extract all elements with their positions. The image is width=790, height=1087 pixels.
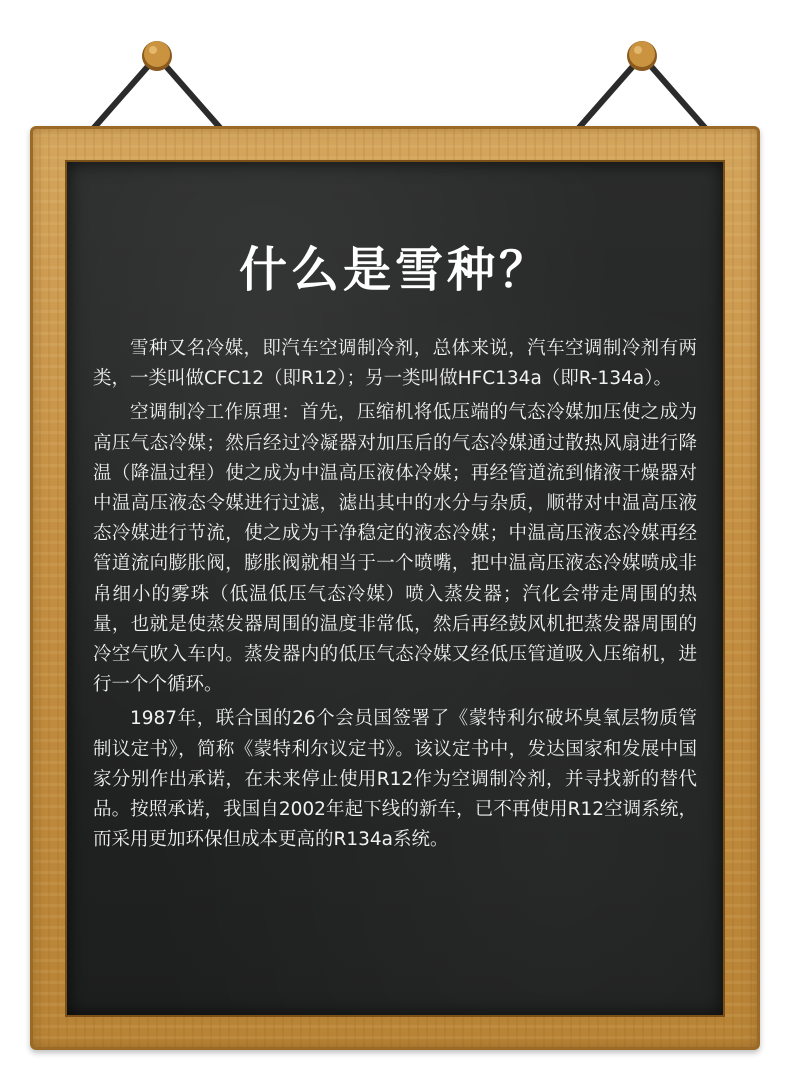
chalkboard: [67, 162, 723, 1015]
paragraph-montreal-protocol: 1987年，联合国的26个会员国签署了《蒙特利尔破坏臭氧层物质管制议定书》，简称《蒙特利尔议定书》。该议定书中，发达国家和发展中国家分别作出承诺，在未来停止使用R12作为空调制冷剂，并寻找新的替代品。按照承诺，我国自2002年起下线的新车，已不再使用R12空调系统，而采用更加环保但成本更高的R134a系统。: [93, 708, 697, 851]
right-nail-icon: [627, 41, 657, 71]
article-body: [93, 334, 697, 859]
wooden-frame: [30, 126, 760, 1050]
page-title: 什么是雪种？: [238, 242, 551, 298]
paragraph-refrigerant-intro: 雪种又名冷媒，即汽车空调制冷剂，总体来说，汽车空调制冷剂有两类，一类叫做CFC12（即R12）；另一类叫做HFC134a（即R-134a）。: [93, 338, 697, 390]
left-nail-icon: [142, 41, 172, 71]
paragraph-working-principle: 空调制冷工作原理：首先，压缩机将低压端的气态冷媒加压使之成为高压气态冷媒；然后经过冷凝器对加压后的气态冷媒通过散热风扇进行降温（降温过程）使之成为中温高压液体冷媒；再经管道流到储液干燥器对中温高压液态令媒进行过滤，滤出其中的水分与杂质，顺带对中温高压液态冷媒进行节流，使之成为干净稳定的液态冷媒；中温高压液态冷媒再经管道流向膨胀阀，膨胀阀就相当于一个喷嘴，把中温高压液态冷媒喷成非帛细小的雾珠（低温低压气态冷媒）喷入蒸发器；汽化会带走周围的热量，也就是使蒸发器周围的温度非常低，然后再经鼓风机把蒸发器周围的冷空气吹入车内。蒸发器内的低压气态冷媒又经低压管道吸入压缩机，进行一个个循环。: [93, 402, 697, 696]
